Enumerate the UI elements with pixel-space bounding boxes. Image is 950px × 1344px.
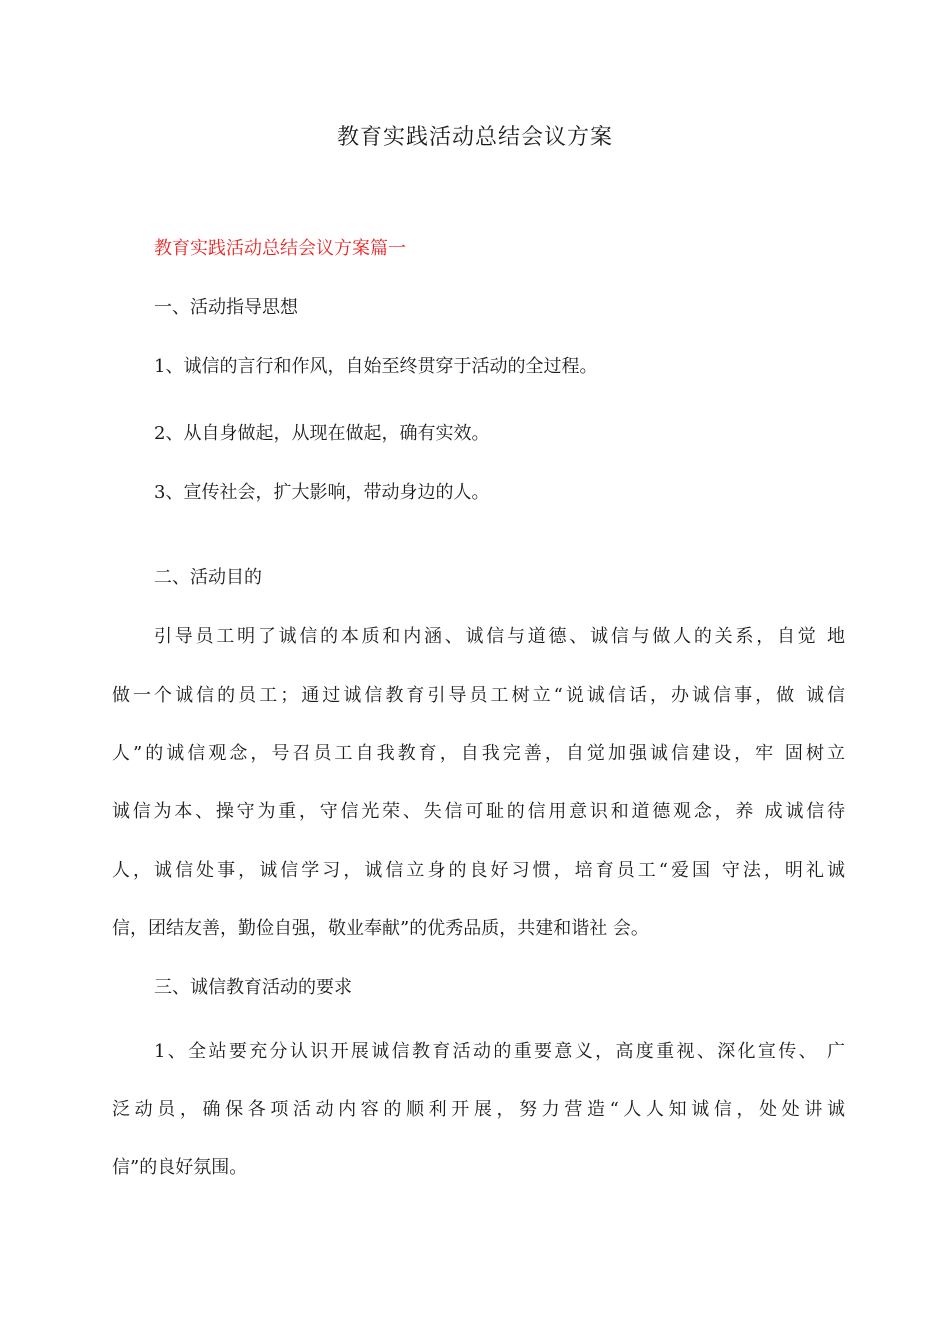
section1-heading: 一、活动指导思想: [154, 297, 298, 318]
section2-heading: 二、活动目的: [154, 567, 262, 588]
section1-item-3: 3、宣传社会，扩大影响，带动身边的人。: [154, 482, 490, 503]
section2-line-4: 诚信为本、操守为重，守信光荣、失信可耻的信用意识和道德观念，养 成诚信待: [112, 801, 845, 822]
section2-line-2: 做一个诚信的员工；通过诚信教育引导员工树立“说诚信话，办诚信事，做 诚信: [112, 685, 845, 706]
section1-item-1: 1、诚信的言行和作风，自始至终贯穿于活动的全过程。: [154, 356, 598, 377]
section2-line-1: 引导员工明了诚信的本质和内涵、诚信与道德、诚信与做人的关系，自觉 地: [154, 626, 845, 647]
section1-item-2: 2、从自身做起，从现在做起，确有实效。: [154, 423, 490, 444]
document-title: 教育实践活动总结会议方案: [336, 125, 613, 150]
document-subtitle: 教育实践活动总结会议方案篇一: [154, 238, 406, 259]
section3-line-3: 信”的良好氛围。: [112, 1157, 248, 1178]
section3-line-2: 泛动员，确保各项活动内容的顺利开展，努力营造“人人知诚信，处处讲诚: [112, 1099, 845, 1120]
section2-line-6: 信，团结友善，勤俭自强，敬业奉献”的优秀品质，共建和谐社 会。: [112, 918, 649, 939]
section2-line-5: 人，诚信处事，诚信学习，诚信立身的良好习惯，培育员工“爱国 守法，明礼诚: [112, 860, 845, 881]
section3-line-1: 1、全站要充分认识开展诚信教育活动的重要意义，高度重视、深化宣传、 广: [154, 1041, 845, 1062]
section2-line-3: 人”的诚信观念，号召员工自我教育，自我完善，自觉加强诚信建设，牢 固树立: [112, 743, 845, 764]
section3-heading: 三、诚信教育活动的要求: [154, 977, 352, 998]
